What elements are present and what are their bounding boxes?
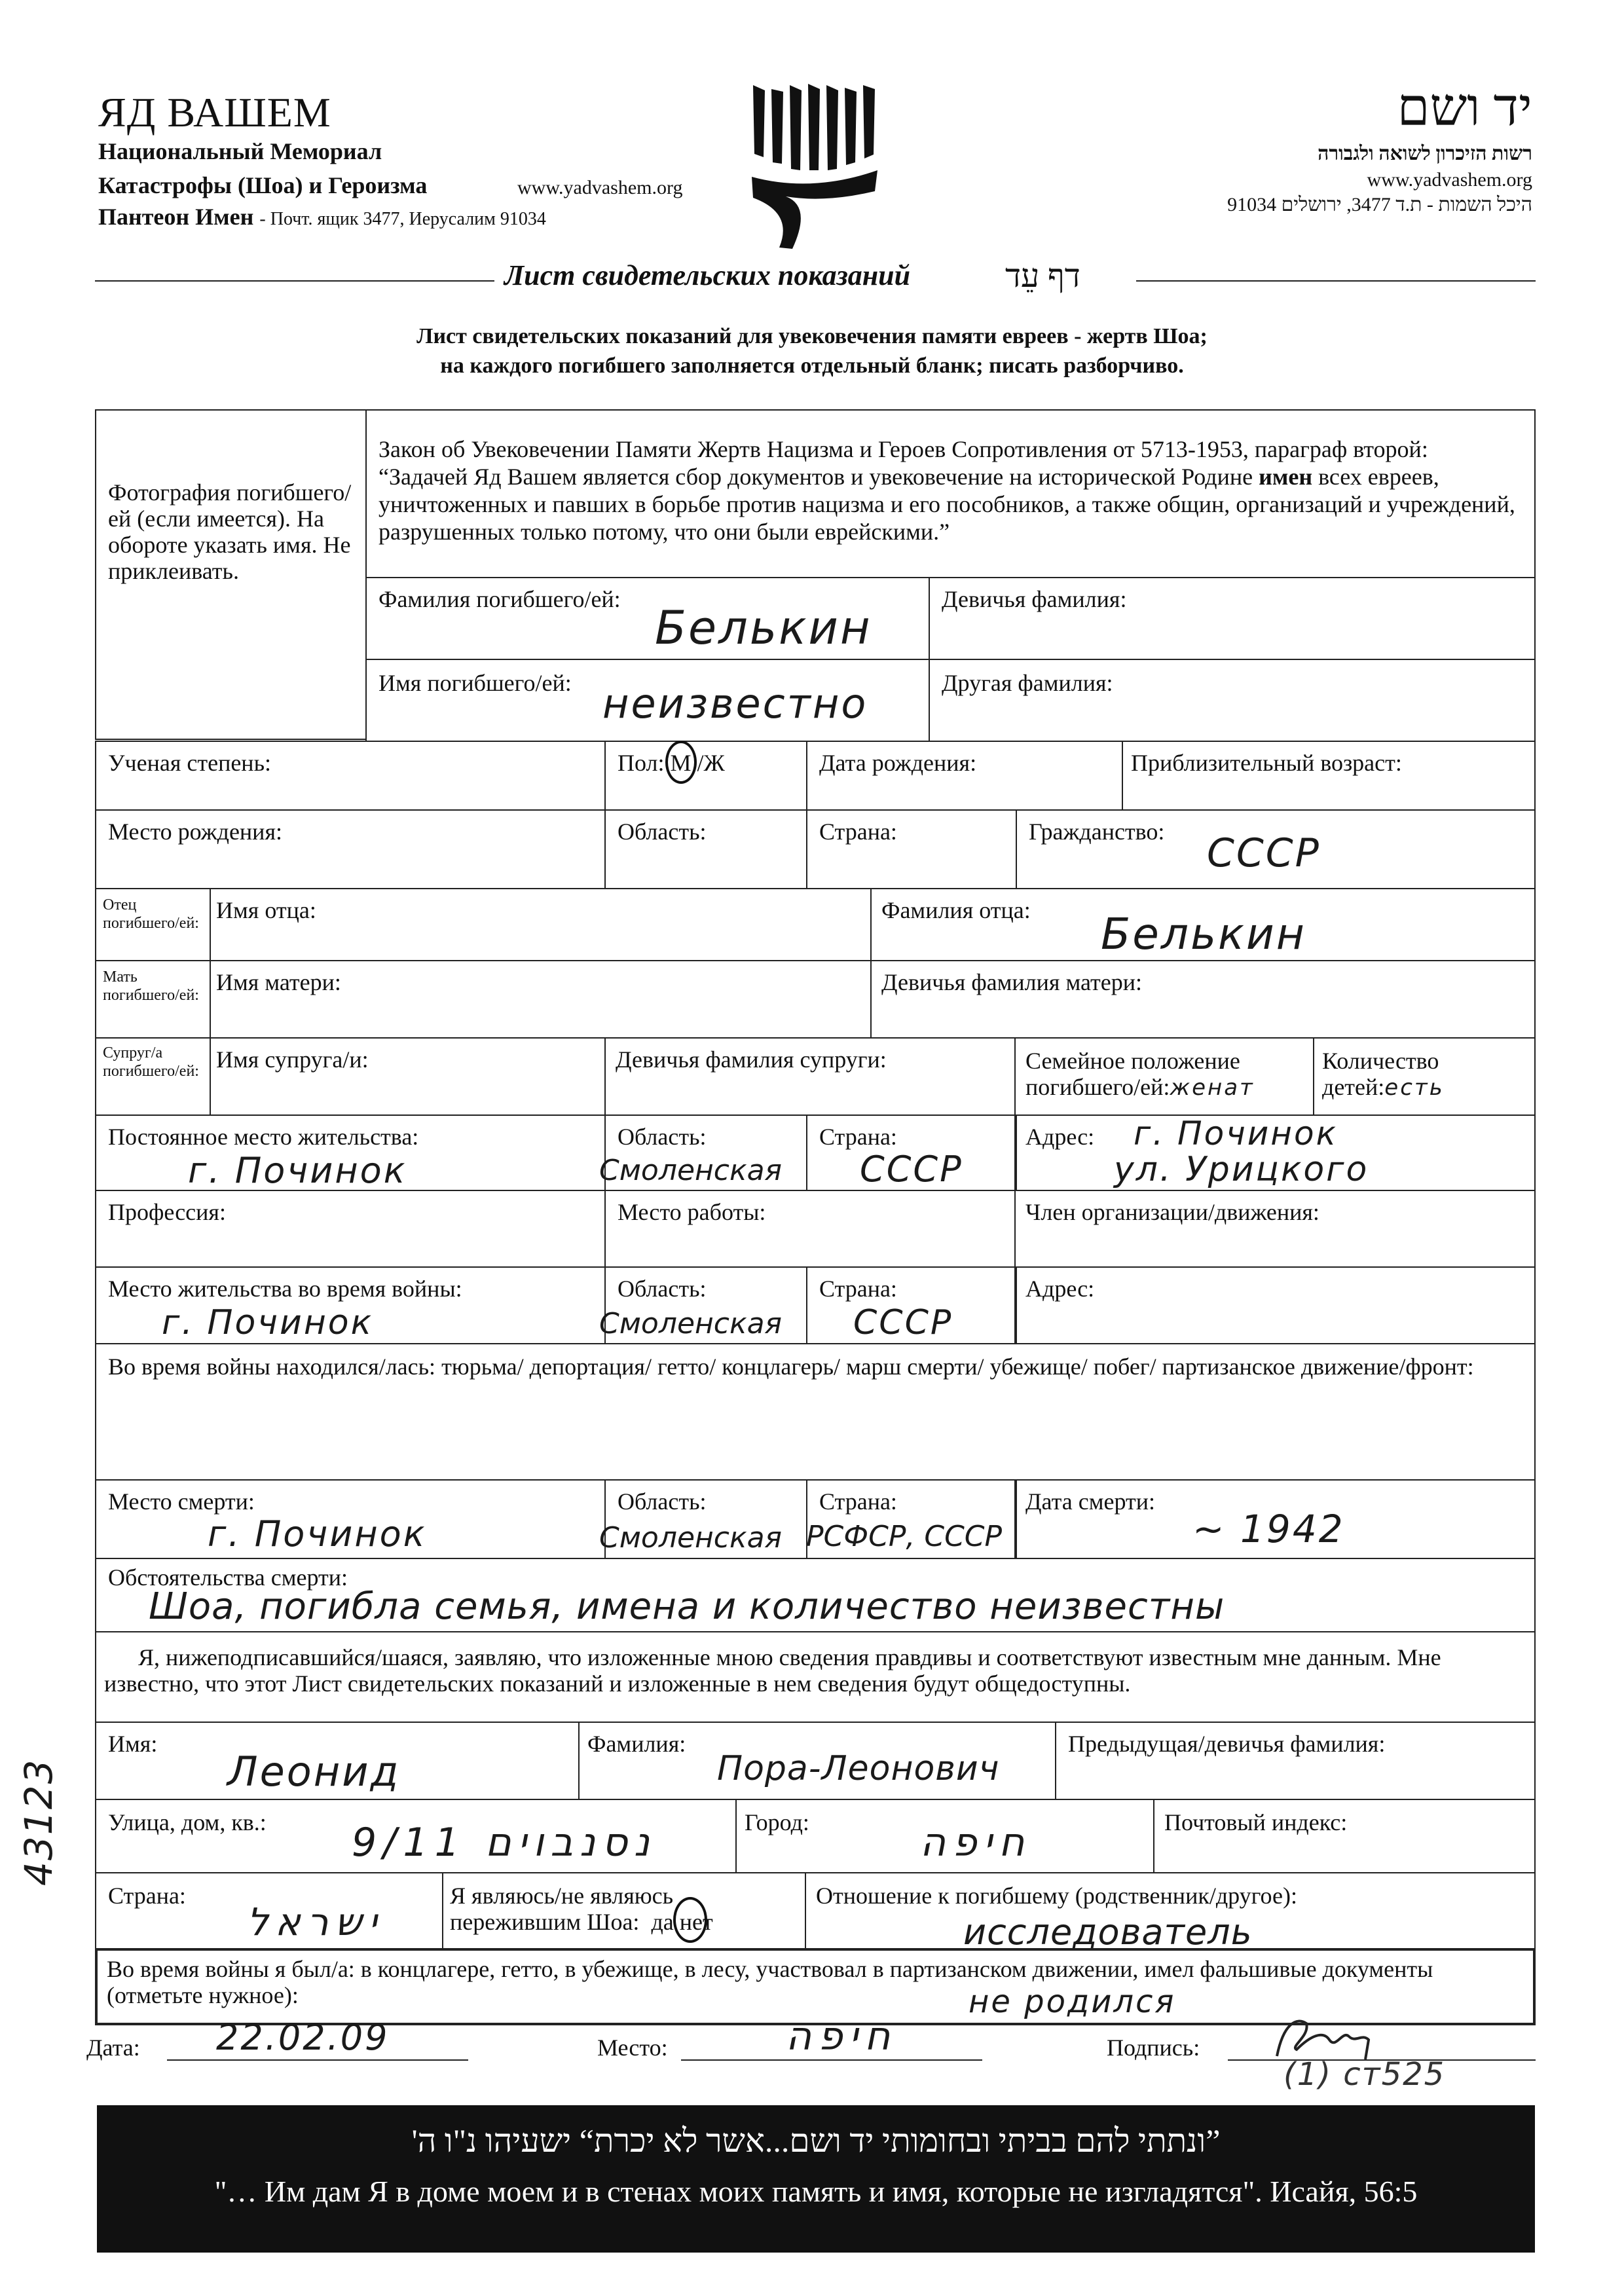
sex-option-f[interactable]: Ж: [703, 750, 725, 776]
yad-vashem-logo-icon: [747, 72, 884, 255]
father-surname-value: Белькин: [1101, 909, 1306, 959]
death-circumstances-field[interactable]: [95, 1558, 1536, 1632]
marital-status-label-text: Семейное положение погибшего/ей:: [1025, 1048, 1240, 1100]
witness-surname-field[interactable]: [578, 1722, 1056, 1800]
residence-region-label: Область:: [618, 1124, 707, 1150]
spouse-side-label: Супруг/а погибшего/ей:: [103, 1044, 199, 1080]
divider: [1136, 280, 1536, 282]
war-region-value: Смоленская: [599, 1307, 782, 1340]
birth-country-label: Страна:: [819, 819, 897, 845]
death-circumstances-label: Обстоятельства смерти:: [108, 1564, 348, 1591]
law-box: [365, 409, 1536, 578]
residence-address-line-2: ул. Урицкого: [1114, 1150, 1369, 1189]
survivor-line-2: [450, 1909, 713, 1935]
sheet-title-he: דף עֵד: [1005, 257, 1080, 294]
children-label: [1322, 1048, 1532, 1101]
spouse-maiden-label: Девичья фамилия супруги:: [616, 1046, 887, 1073]
witness-prev-surname-field[interactable]: [1055, 1722, 1536, 1800]
father-name-field[interactable]: [210, 888, 872, 961]
age-field[interactable]: [1122, 741, 1536, 811]
sex-option-m[interactable]: [671, 750, 697, 776]
birth-region-field[interactable]: [604, 809, 807, 889]
witness-name-value: Леонид: [227, 1748, 401, 1796]
witness-country-field[interactable]: [95, 1872, 443, 1949]
age-label: Приблизительный возраст:: [1131, 750, 1402, 776]
war-residence-label: Место жительства во время войны:: [108, 1276, 462, 1302]
birthplace-label: Место рождения:: [108, 819, 283, 845]
law-text-1: Закон об Увековечении Памяти Жертв Нацизма и Героев Сопротивления от 5713-1953, параграф второй: “Задачей Яд Вашем является сбор документов и увековечение на исторической Родине: [378, 436, 1428, 490]
war-address-field[interactable]: [1014, 1266, 1536, 1344]
org-line-3-text: Пантеон Имен: [98, 204, 254, 230]
org-url-ru: www.yadvashem.org: [517, 177, 683, 198]
footer-place-value[interactable]: חיפה: [786, 2014, 897, 2059]
degree-field[interactable]: [95, 741, 606, 811]
sex-m-text: М: [670, 750, 692, 776]
survivor-field[interactable]: [442, 1872, 806, 1949]
victim-name-label: Имя погибшего/ей:: [378, 670, 572, 696]
death-place-field[interactable]: [95, 1479, 606, 1559]
survivor-yes[interactable]: да: [651, 1909, 674, 1935]
circle-mark-icon: [665, 741, 697, 784]
witness-country-label: Страна:: [108, 1883, 186, 1909]
org-line-1-he: רשות הזיכרון לשואה ולגבורה: [1318, 143, 1532, 164]
footer-date-label: Дата:: [86, 2035, 140, 2061]
place-underline: [681, 2059, 982, 2061]
war-country-value: СССР: [853, 1303, 953, 1342]
intro-line-1: Лист свидетельских показаний для увековечения памяти евреев - жертв Шоа;: [416, 324, 1208, 348]
victim-maiden-label: Девичья фамилия:: [942, 586, 1127, 612]
victim-name-value: неизвестно: [602, 680, 868, 728]
witness-prev-surname-label: Предыдущая/девичья фамилия:: [1068, 1731, 1386, 1757]
org-url-he: www.yadvashem.org: [1367, 169, 1532, 191]
birth-region-label: Область:: [618, 819, 707, 845]
circle-mark-icon: [673, 1897, 707, 1943]
residence-region-field[interactable]: [599, 1114, 807, 1191]
law-text-bold: имен: [1259, 464, 1313, 490]
war-status-label: Во время войны находился/лась: тюрьма/ депортация/ гетто/ концлагерь/ марш смерти/ убежище/ побег/ партизанское движение/фронт:: [108, 1354, 1474, 1380]
residence-country-value: СССР: [860, 1149, 963, 1190]
children-label-text: Количество детей:: [1322, 1048, 1439, 1100]
witness-zip-field[interactable]: [1153, 1799, 1536, 1873]
residence-address-line-1: г. Починок: [1134, 1114, 1338, 1152]
witness-city-field[interactable]: [735, 1799, 1154, 1873]
residence-address-label: Адрес:: [1025, 1124, 1095, 1150]
dob-label: Дата рождения:: [819, 750, 977, 776]
residence-label: Постоянное место жительства:: [108, 1124, 419, 1150]
law-text-2: всех евреев, уничтоженных и павших в борьбе против нацизма и его пособников, а также общин, организаций и учреждений, разрушенных только потому, что они были еврейскими.”: [378, 464, 1515, 545]
banner-quote-ru: "… Им дам Я в доме моем и в стенах моих память и имя, которые не изгладятся". Исайя, 56:5: [214, 2175, 1418, 2208]
witness-street-value: נסנבוים 9/11: [352, 1820, 657, 1866]
war-country-label: Страна:: [819, 1276, 897, 1302]
witness-street-field[interactable]: [95, 1799, 737, 1873]
org-title-he: יד ושם: [1397, 79, 1532, 137]
relation-field[interactable]: [805, 1872, 1536, 1953]
sheet-title: Лист свидетельских показаний: [504, 259, 911, 291]
spouse-name-label: Имя супруга/и:: [216, 1046, 369, 1073]
footer-signature-label: Подпись:: [1107, 2035, 1200, 2061]
residence-country-field[interactable]: [806, 1114, 1017, 1191]
death-place-value: г. Починок: [208, 1513, 427, 1555]
residence-address-field[interactable]: [1014, 1114, 1536, 1191]
declaration-text: Я, нижеподписавшийся/шаяся, заявляю, что изложенные мною сведения правдивы и соответствуют известным мне данным. Мне известно, что этот Лист свидетельских показаний и изложенные в нем сведения будут общедоступны.: [104, 1644, 1441, 1697]
father-name-label: Имя отца:: [216, 897, 316, 923]
birth-country-field[interactable]: [806, 809, 1017, 889]
mother-maiden-field[interactable]: [870, 960, 1536, 1039]
victim-surname-value: Белькин: [655, 601, 872, 655]
victim-surname-field[interactable]: [365, 577, 930, 660]
banner-quote-he: ”ונתתי להם בביתי ובחומותי יד ושם...אשר לא יכרת“ ישעיהו נ"ו ה': [411, 2122, 1221, 2159]
spouse-side-label-cell: [95, 1037, 211, 1116]
date-underline: [167, 2059, 468, 2061]
marital-status-value: женат: [1170, 1075, 1255, 1101]
relation-label: Отношение к погибшему (родственник/другое):: [816, 1883, 1297, 1909]
photo-instructions: Фотография погибшего/ей (если имеется). На обороте указать имя. Не приклеивать.: [108, 479, 352, 584]
witness-zip-label: Почтовый индекс:: [1164, 1809, 1348, 1835]
mother-side-label: Мать погибшего/ей:: [103, 968, 199, 1004]
father-surname-label: Фамилия отца:: [881, 897, 1031, 923]
death-date-field[interactable]: [1014, 1479, 1536, 1559]
marital-status-label: [1025, 1048, 1307, 1101]
witness-city-label: Город:: [745, 1809, 809, 1835]
mother-name-field[interactable]: [210, 960, 872, 1039]
declaration-box: [95, 1631, 1536, 1723]
witness-country-value: ישראל: [247, 1900, 384, 1944]
dob-field[interactable]: [806, 741, 1123, 811]
witness-street-label: Улица, дом, кв.:: [108, 1809, 267, 1835]
death-country-field[interactable]: [806, 1479, 1017, 1559]
war-residence-value: г. Починок: [162, 1303, 374, 1342]
residence-value: г. Починок: [188, 1150, 407, 1191]
death-place-label: Место смерти:: [108, 1488, 255, 1515]
victim-name-field[interactable]: [365, 659, 930, 742]
father-surname-field[interactable]: [870, 888, 1536, 961]
witness-city-value: חיפה: [920, 1820, 1031, 1866]
residence-country-label: Страна:: [819, 1124, 897, 1150]
death-date-value: ~ 1942: [1192, 1507, 1345, 1551]
sex-label: Пол: М /Ж: [618, 750, 725, 776]
war-address-label: Адрес:: [1025, 1276, 1095, 1302]
survivor-label-2: пережившим Шоа:: [450, 1909, 640, 1935]
membership-label: Член организации/движения:: [1025, 1199, 1320, 1225]
org-line-3: [98, 203, 546, 230]
signature-scribble-icon[interactable]: [1270, 2010, 1388, 2063]
children-field[interactable]: [1313, 1037, 1536, 1116]
death-circumstances-value: Шоа, погибла семья, имена и количество неизвестны: [149, 1585, 1225, 1628]
survivor-label-1: Я являюсь/не являюсь: [450, 1883, 674, 1909]
archive-stamp-note: (1) ст525: [1283, 2056, 1446, 2093]
war-country-field[interactable]: [806, 1266, 1017, 1344]
residence-field[interactable]: [95, 1114, 606, 1191]
victim-other-name-label: Другая фамилия:: [942, 670, 1113, 696]
org-line-1: Национальный Мемориал: [98, 138, 382, 164]
father-side-label: Отец погибшего/ей:: [103, 896, 199, 932]
profession-field[interactable]: [95, 1190, 606, 1268]
sex-label-text: Пол:: [618, 750, 665, 776]
divider: [95, 280, 494, 282]
profession-label: Профессия:: [108, 1199, 226, 1225]
org-address-ru: - Почт. ящик 3477, Иерусалим 91034: [259, 209, 546, 229]
mother-maiden-label: Девичья фамилия матери:: [881, 969, 1143, 995]
witness-surname-value: Пора-Леонович: [717, 1749, 1000, 1788]
sex-field[interactable]: [604, 741, 807, 811]
citizenship-label: Гражданство:: [1029, 819, 1165, 845]
workplace-label: Место работы:: [618, 1199, 766, 1225]
footer-place-label: Место:: [597, 2035, 668, 2061]
victim-maiden-field[interactable]: [929, 577, 1536, 660]
photo-box: [95, 409, 367, 740]
membership-field[interactable]: [1014, 1190, 1536, 1268]
death-country-label: Страна:: [819, 1488, 897, 1515]
org-line-2: Катастрофы (Шоа) и Героизма: [98, 172, 428, 198]
footer-date-value[interactable]: 22.02.09: [216, 2017, 390, 2058]
spouse-maiden-field[interactable]: [604, 1037, 1016, 1116]
witness-name-label: Имя:: [108, 1731, 158, 1757]
birthplace-field[interactable]: [95, 809, 606, 889]
witness-surname-label: Фамилия:: [587, 1731, 686, 1757]
children-value: есть: [1384, 1075, 1445, 1101]
mother-side-label-cell: [95, 960, 211, 1039]
residence-region-value: Смоленская: [599, 1154, 782, 1187]
war-residence-field[interactable]: [95, 1266, 606, 1344]
intro-line-2: на каждого погибшего заполняется отдельный бланк; писать разборчиво.: [440, 354, 1184, 378]
survivor-no[interactable]: [680, 1909, 713, 1935]
org-address-he: היכל השמות - ת.ד 3477, ירושלים 91034: [1227, 194, 1532, 215]
marital-status-field[interactable]: [1014, 1037, 1314, 1116]
citizenship-field[interactable]: [1016, 809, 1536, 889]
citizenship-value: СССР: [1207, 830, 1321, 876]
war-region-label: Область:: [618, 1276, 707, 1302]
victim-other-name-field[interactable]: [929, 659, 1536, 742]
war-status-field[interactable]: [95, 1343, 1536, 1481]
father-side-label-cell: [95, 888, 211, 961]
spouse-name-field[interactable]: [210, 1037, 606, 1116]
margin-record-number: 43123: [16, 1758, 61, 1886]
victim-surname-label: Фамилия погибшего/ей:: [378, 586, 621, 612]
war-region-field[interactable]: [599, 1266, 807, 1344]
death-region-label: Область:: [618, 1488, 707, 1515]
death-country-value: РСФСР, СССР: [806, 1520, 1003, 1553]
witness-name-field[interactable]: [95, 1722, 580, 1800]
death-date-label: Дата смерти:: [1025, 1488, 1156, 1515]
death-region-value: Смоленская: [599, 1521, 782, 1555]
workplace-field[interactable]: [604, 1190, 1016, 1268]
death-region-field[interactable]: [599, 1479, 807, 1559]
law-text: [378, 435, 1521, 545]
mother-name-label: Имя матери:: [216, 969, 341, 995]
org-title-ru: ЯД ВАШЕМ: [98, 89, 331, 136]
witness-war-value: не родился: [969, 1983, 1176, 2020]
relation-value: исследователь: [963, 1911, 1253, 1953]
survivor-no-text: нет: [679, 1909, 713, 1935]
degree-label: Ученая степень:: [108, 750, 271, 776]
witness-war-label: Во время войны я был/а: в концлагере, гетто, в убежище, в лесу, участвовал в партизанском движении, имел фальшивые документы (отметьте нужное):: [107, 1956, 1433, 2008]
